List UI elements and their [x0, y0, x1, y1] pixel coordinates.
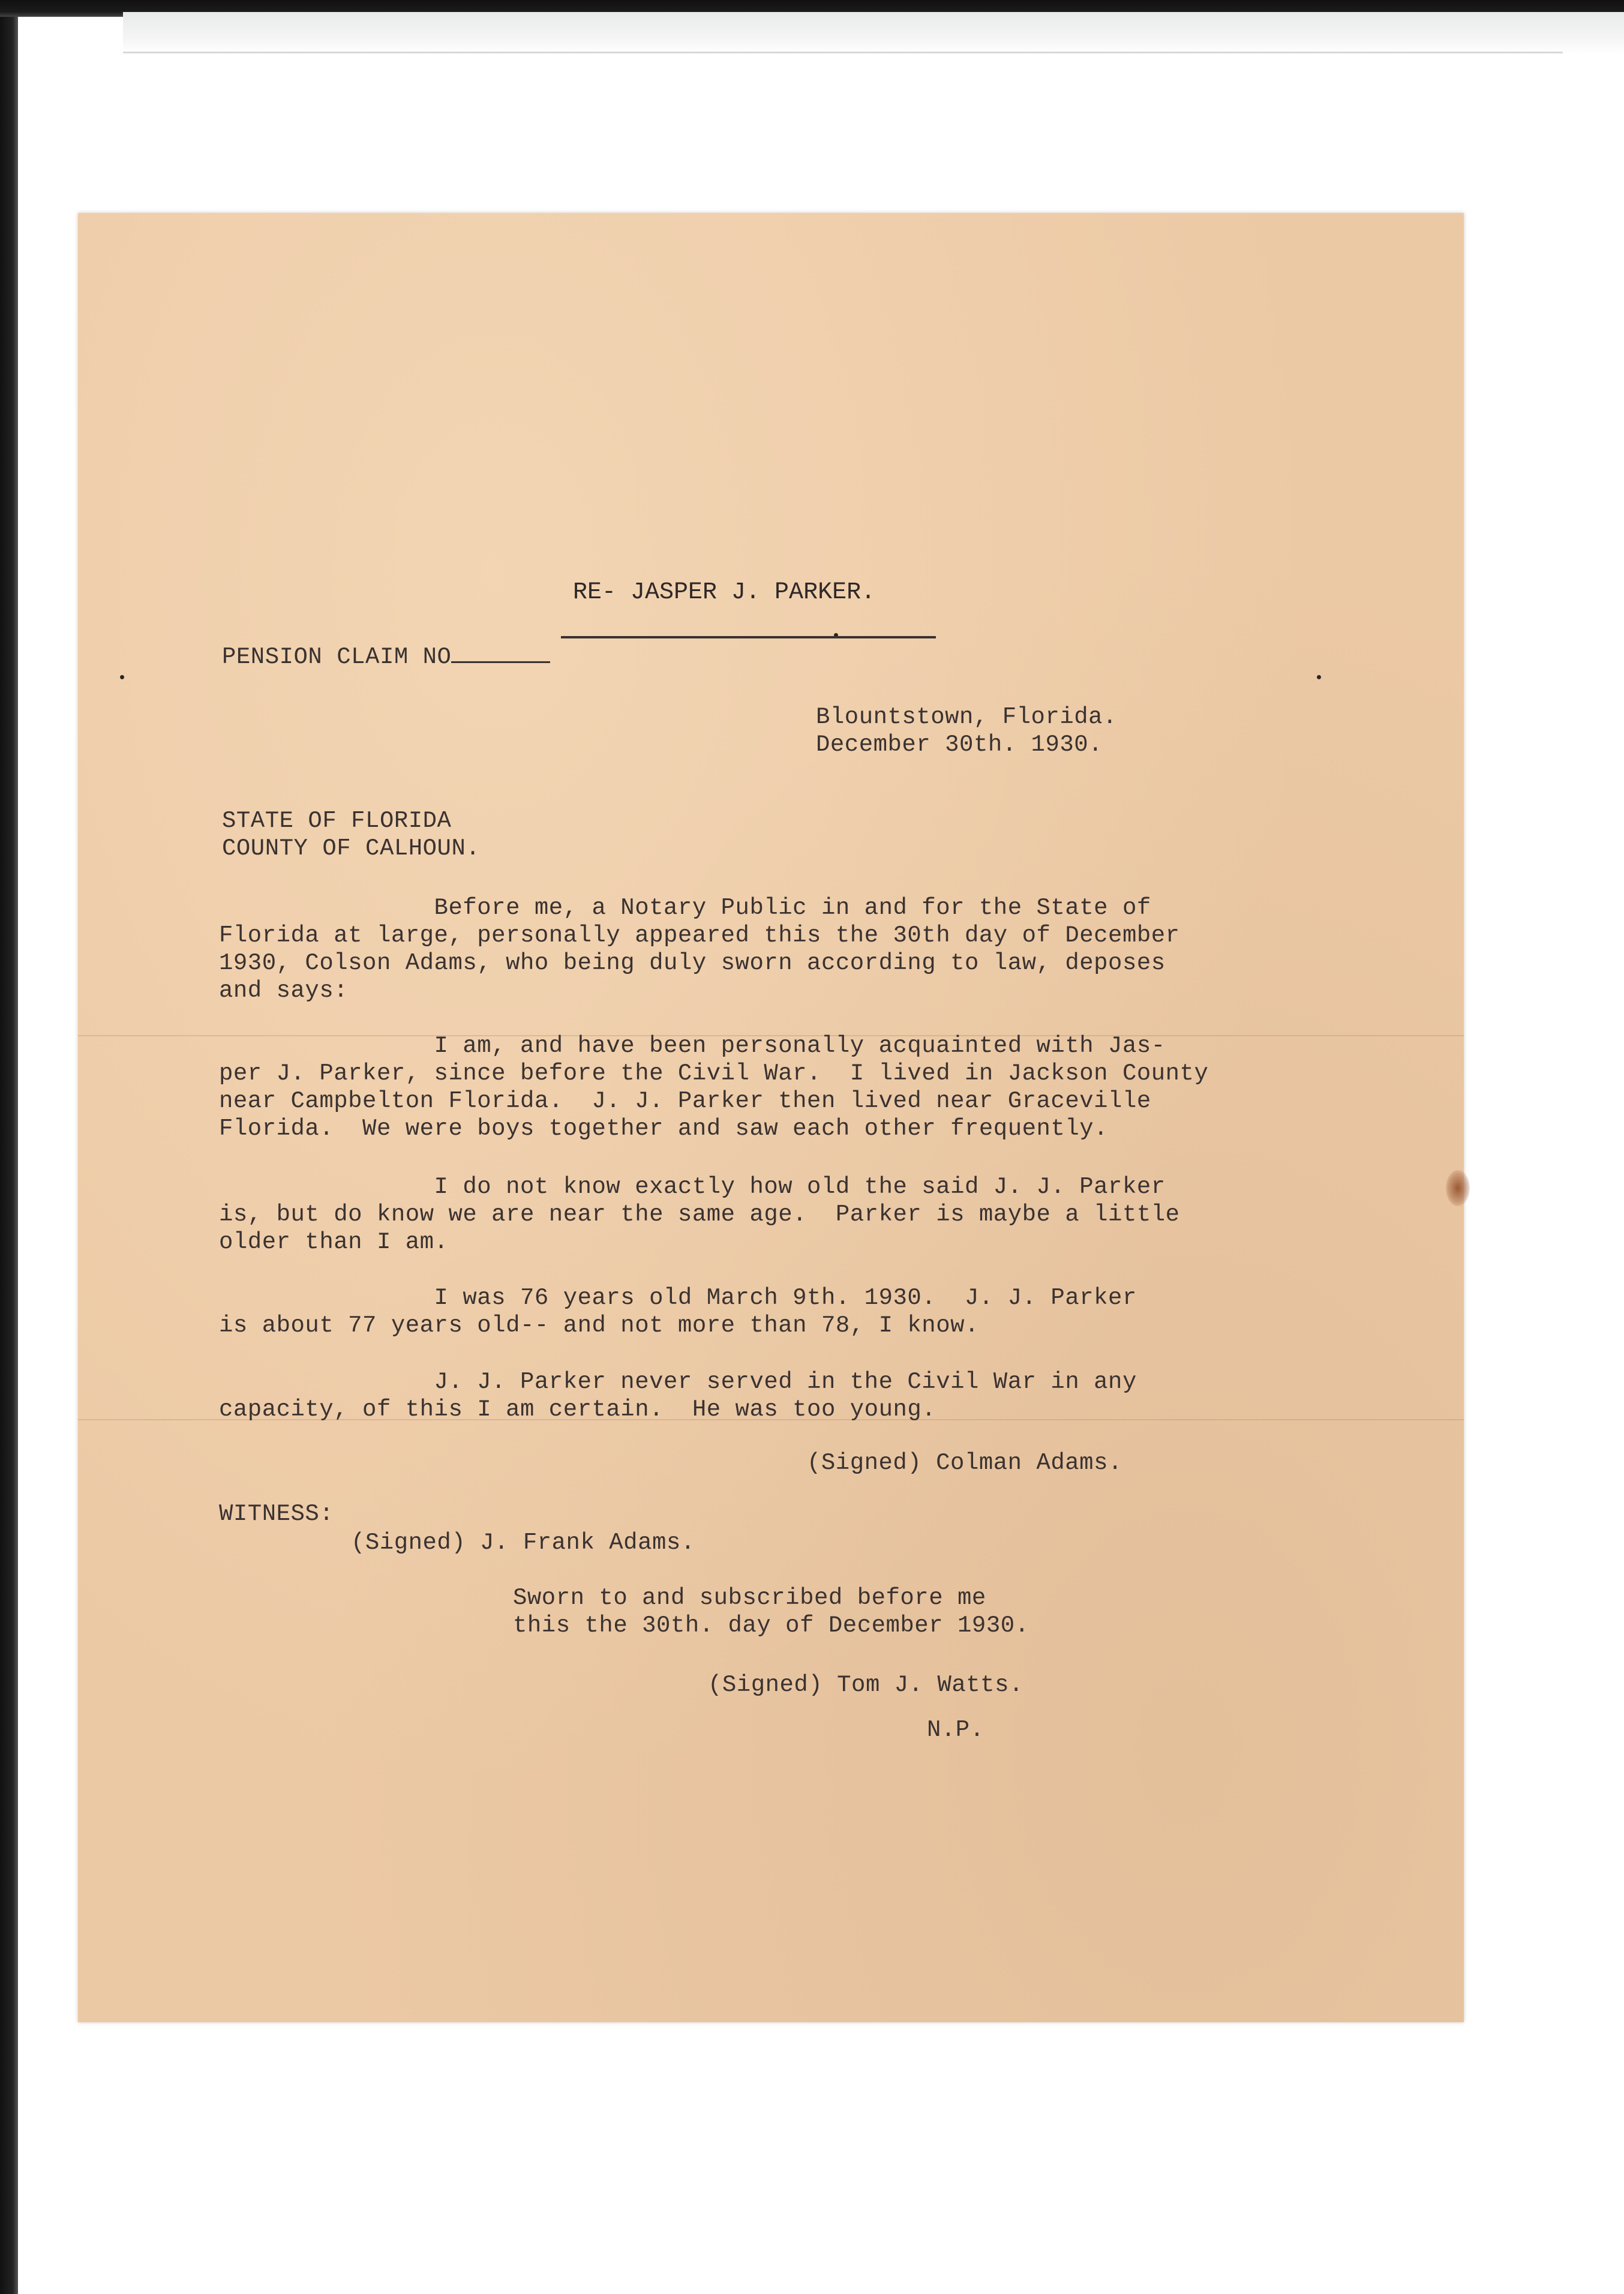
paragraph-line: I am, and have been personally acquainted with Jas- — [219, 1033, 1166, 1059]
document-heading: RE- JASPER J. PARKER. — [573, 579, 876, 606]
paragraph-5 — [219, 1368, 1359, 1423]
paragraph-line: Florida at large, personally appeared this the 30th day of December — [219, 922, 1180, 949]
paragraph-line: older than I am. — [219, 1229, 449, 1255]
notary-title: N.P. — [927, 1717, 984, 1743]
heading-underline — [561, 636, 936, 638]
paragraph-line: I do not know exactly how old the said J. J. Parker — [219, 1174, 1166, 1200]
speck — [1317, 675, 1321, 679]
paragraph-line: capacity, of this I am certain. He was too young. — [219, 1396, 936, 1423]
paragraph-line: is about 77 years old-- and not more than 78, I know. — [219, 1312, 979, 1339]
ink-stain — [1446, 1170, 1470, 1206]
sworn-line: this the 30th. day of December 1930. — [513, 1612, 1029, 1639]
notary-signature: (Signed) Tom J. Watts. — [708, 1672, 1023, 1698]
paragraph-line: J. J. Parker never served in the Civil War in any — [219, 1369, 1137, 1395]
sworn-line: Sworn to and subscribed before me — [513, 1585, 986, 1611]
paragraph-4 — [219, 1284, 1359, 1339]
scanner-margin — [123, 12, 1624, 54]
paragraph-line: near Campbelton Florida. J. J. Parker then lived near Graceville — [219, 1088, 1151, 1114]
scanner-edge-left — [0, 0, 18, 2294]
speck — [120, 675, 124, 679]
paragraph-line: and says: — [219, 977, 349, 1004]
paragraph-line: is, but do know we are near the same age. Parker is maybe a little — [219, 1201, 1180, 1228]
deponent-signature: (Signed) Colman Adams. — [807, 1450, 1122, 1476]
claim-number-blank — [451, 643, 550, 663]
witness-signature: (Signed) J. Frank Adams. — [351, 1530, 695, 1556]
scanner-line — [123, 52, 1563, 53]
place: Blountstown, Florida. — [816, 704, 1117, 730]
paragraph-line: Before me, a Notary Public in and for the State of — [219, 895, 1151, 921]
pension-claim-label: PENSION CLAIM NO — [222, 644, 452, 670]
pension-claim-line — [222, 643, 550, 671]
state-line: STATE OF FLORIDA — [222, 808, 452, 834]
paragraph-2 — [219, 1032, 1359, 1142]
witness-label: WITNESS: — [219, 1501, 334, 1527]
paragraph-line: per J. Parker, since before the Civil War. I lived in Jackson County — [219, 1060, 1209, 1087]
paragraph-line: I was 76 years old March 9th. 1930. J. J. Parker — [219, 1285, 1137, 1311]
paragraph-3 — [219, 1173, 1359, 1256]
paragraph-line: Florida. We were boys together and saw each other frequently. — [219, 1115, 1109, 1142]
county-line: COUNTY OF CALHOUN. — [222, 835, 481, 862]
paragraph-line: 1930, Colson Adams, who being duly sworn according to law, deposes — [219, 950, 1166, 976]
paragraph-1 — [219, 894, 1359, 1004]
date: December 30th. 1930. — [816, 731, 1103, 758]
